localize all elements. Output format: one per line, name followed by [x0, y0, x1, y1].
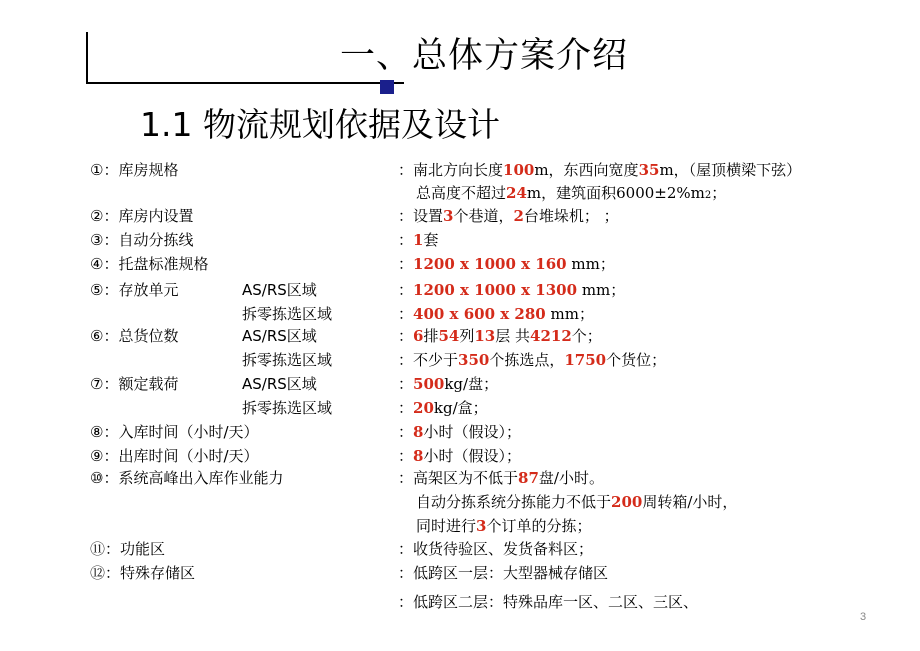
spec-number: ⑧: [90, 423, 104, 441]
spec-label: [90, 444, 259, 468]
spec-number: ⑥: [90, 327, 104, 345]
spec-value-text: 个拣选点，: [489, 351, 565, 369]
spec-sublabel: 拆零拣选区域: [242, 399, 333, 417]
header-blue-square: [380, 80, 394, 94]
spec-value-text: ：: [398, 281, 414, 299]
spec-value-highlight: 8: [413, 423, 424, 441]
spec-value-highlight: 3: [443, 207, 454, 225]
spec-label-text: ：库房规格: [103, 161, 179, 179]
spec-value: [416, 514, 591, 538]
spec-value-highlight: 8: [413, 447, 424, 465]
spec-number: ⑪: [90, 540, 106, 558]
spec-sublabel: AS/RS区域: [242, 327, 317, 345]
spec-label-text: ：总货位数: [103, 327, 179, 345]
spec-value-text: 个；: [571, 327, 602, 345]
spec-value: [398, 302, 594, 326]
spec-value-text: 盘/小时。: [538, 469, 604, 487]
spec-value-text: ：: [398, 423, 414, 441]
spec-value: [398, 324, 602, 348]
spec-value: [398, 537, 593, 561]
spec-value-text: kg/盒；: [433, 399, 488, 417]
spec-label-text: ：系统高峰出入库作业能力: [103, 469, 284, 487]
spec-value-text: 总高度不超过: [416, 184, 507, 202]
spec-label-text: ：自动分拣线: [103, 231, 194, 249]
spec-value-highlight: 1200 x 1000 x 160: [413, 255, 567, 273]
page-number: 3: [860, 611, 867, 623]
spec-value-highlight: 6: [413, 327, 424, 345]
spec-value-text: 小时（假设）；: [423, 423, 521, 441]
spec-value: [416, 490, 737, 514]
spec-value-text: ：: [398, 231, 414, 249]
spec-value-text: 层 共: [495, 327, 531, 345]
spec-label: [90, 252, 208, 276]
spec-label: [90, 204, 193, 228]
spec-sublabel: AS/RS区域: [242, 375, 317, 393]
spec-value-highlight: 500: [413, 375, 445, 393]
spec-value: [398, 158, 801, 182]
spec-value-text: 2: [704, 190, 712, 201]
spec-number: ③: [90, 231, 104, 249]
header-vertical-rule: [86, 32, 88, 84]
spec-value-highlight: 350: [458, 351, 490, 369]
spec-value-highlight: 2: [513, 207, 524, 225]
spec-label-text: ：库房内设置: [103, 207, 194, 225]
spec-sublabel: AS/RS区域: [242, 281, 317, 299]
spec-value-text: ：南北方向长度: [398, 161, 504, 179]
spec-value-text: 个巷道，: [453, 207, 514, 225]
spec-value-text: m，建筑面积6000±2%m: [526, 184, 705, 202]
spec-value-text: ：低跨区二层：特殊品库一区、二区、三区、: [398, 593, 699, 611]
spec-label-text: ：功能区: [105, 540, 166, 558]
spec-label: [90, 466, 283, 490]
spec-value-text: 同时进行: [416, 517, 477, 535]
spec-value-text: ：: [398, 305, 414, 323]
spec-value-text: 个订单的分拣；: [486, 517, 592, 535]
spec-value-text: ：: [398, 327, 414, 345]
spec-value: [398, 420, 521, 444]
spec-number: ②: [90, 207, 104, 225]
spec-value: [398, 444, 521, 468]
spec-value-text: mm；: [566, 255, 615, 273]
spec-label: [90, 324, 178, 348]
spec-label: [90, 537, 165, 561]
spec-value-text: ：: [398, 375, 414, 393]
spec-value-text: ；: [711, 184, 727, 202]
spec-value: [398, 396, 488, 420]
spec-sublabel: 拆零拣选区域: [242, 351, 333, 369]
spec-value-text: 周转箱/小时，: [642, 493, 738, 511]
spec-label: [90, 278, 178, 302]
spec-value-text: ：设置: [398, 207, 444, 225]
spec-value-highlight: 13: [474, 327, 496, 345]
spec-value-text: m，东西向宽度: [534, 161, 639, 179]
sub-title: 1.1 物流规划依据及设计: [140, 105, 500, 144]
spec-value-highlight: 100: [503, 161, 535, 179]
spec-value: [398, 278, 625, 302]
spec-value: [398, 372, 498, 396]
spec-label-text: ：存放单元: [103, 281, 179, 299]
section-title: 一、总体方案介绍: [340, 36, 629, 76]
spec-value-text: 排: [423, 327, 439, 345]
spec-label: [90, 158, 178, 182]
spec-value: [398, 348, 666, 372]
spec-label: [90, 561, 195, 585]
spec-value: [398, 561, 608, 585]
spec-value-text: ：高架区为不低于: [398, 469, 519, 487]
spec-value-highlight: 400 x 600 x 280: [413, 305, 546, 323]
spec-value-highlight: 200: [611, 493, 643, 511]
spec-label: [90, 372, 178, 396]
spec-value-text: 列: [459, 327, 475, 345]
spec-label-text: ：入库时间（小时/天）: [103, 423, 259, 441]
spec-value: [398, 466, 604, 490]
spec-value-highlight: 4212: [530, 327, 572, 345]
spec-value: [398, 590, 698, 614]
spec-label-text: ：托盘标准规格: [103, 255, 209, 273]
spec-number: ⑨: [90, 447, 104, 465]
spec-value-text: ：: [398, 399, 414, 417]
spec-value-text: mm；: [545, 305, 594, 323]
spec-value-text: 个货位；: [606, 351, 667, 369]
spec-value: [398, 228, 438, 252]
spec-value-highlight: 3: [476, 517, 487, 535]
spec-number: ⑩: [90, 469, 104, 487]
spec-label-text: ：额定载荷: [103, 375, 179, 393]
spec-value-highlight: 24: [506, 184, 527, 202]
spec-label-text: ：出库时间（小时/天）: [103, 447, 259, 465]
spec-value-highlight: 20: [413, 399, 434, 417]
spec-value-text: ：: [398, 447, 414, 465]
spec-value-text: m，（屋顶横梁下弦）: [659, 161, 802, 179]
spec-label: [90, 420, 259, 444]
spec-number: ⑦: [90, 375, 104, 393]
spec-value-text: ：不少于: [398, 351, 459, 369]
spec-number: ⑤: [90, 281, 104, 299]
spec-value-text: ：低跨区一层：大型器械存储区: [398, 564, 609, 582]
spec-value-highlight: 87: [518, 469, 539, 487]
spec-number: ④: [90, 255, 104, 273]
spec-value-highlight: 54: [438, 327, 460, 345]
spec-value-highlight: 1: [413, 231, 424, 249]
spec-label-text: ：特殊存储区: [105, 564, 196, 582]
spec-value-text: 套: [423, 231, 439, 249]
spec-value: [398, 204, 619, 228]
spec-value-text: ：收货待验区、发货备料区；: [398, 540, 594, 558]
spec-value-text: 台堆垛机； ；: [523, 207, 619, 225]
spec-value: [398, 252, 615, 276]
spec-value-highlight: 1200 x 1000 x 1300: [413, 281, 578, 299]
spec-number: ①: [90, 161, 104, 179]
spec-sublabel: 拆零拣选区域: [242, 305, 333, 323]
header-horizontal-rule: [86, 82, 404, 84]
spec-value-text: 小时（假设）；: [423, 447, 521, 465]
spec-value-text: mm；: [577, 281, 626, 299]
spec-value-text: kg/盘；: [444, 375, 499, 393]
spec-label: [90, 228, 193, 252]
spec-value-highlight: 1750: [564, 351, 607, 369]
spec-value-highlight: 35: [638, 161, 660, 179]
spec-value-text: ：: [398, 255, 414, 273]
spec-value-text: 自动分拣系统分拣能力不低于: [416, 493, 612, 511]
spec-number: ⑫: [90, 564, 106, 582]
